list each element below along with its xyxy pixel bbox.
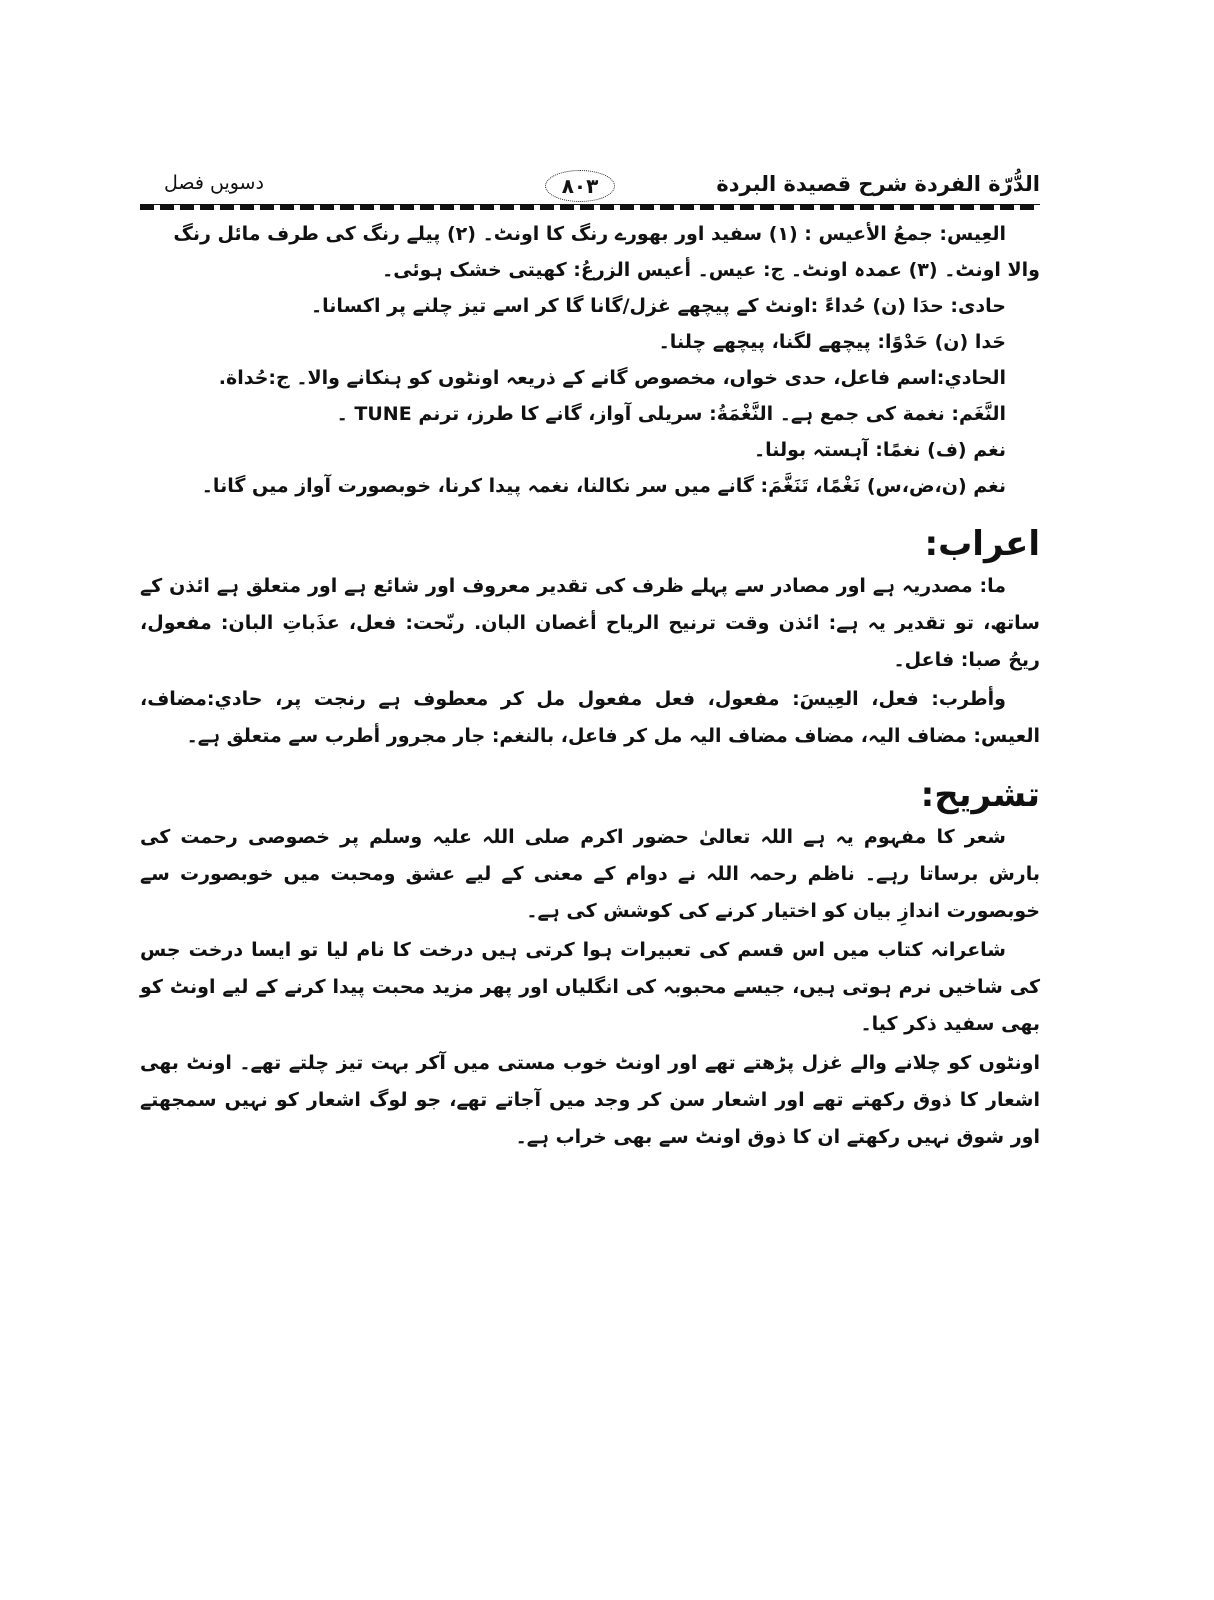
vocab-entry: نغم (ن،ض،س) نَغْمًا، تَنَغَّمَ: گانے میں سر نکالنا، نغمہ پیدا کرنا، خوبصورت آواز میں گانا۔	[201, 475, 1006, 497]
tashreeh-paragraph: اونٹوں کو چلانے والے غزل پڑھتے تھے اور اونٹ خوب مستی میں آکر بہت تیز چلتے تھے۔ اونٹ بھی اشعار کا ذوق رکھتے تھے اور اشعار سن کر وجد میں آجاتے تھے، جو لوگ اشعار کو نہیں سمجھتے اور شوق نہیں رکھتے ان کا ذوق اونٹ سے بھی خراب ہے۔	[140, 1052, 1040, 1148]
irab-heading: اعراب:	[924, 524, 1040, 564]
document-page	[140, 168, 1040, 1156]
running-header	[140, 168, 1040, 202]
tashreeh-heading: تشریح:	[920, 775, 1040, 815]
vocab-entry: الحادي:اسم فاعل، حدی خواں، مخصوص گانے کے ذریعہ اونٹوں کو ہنکانے والا۔ ج:حُداة.	[218, 367, 1006, 389]
vocab-entry: نغم (ف) نغمًا: آہستہ بولنا۔	[753, 439, 1006, 461]
header-divider	[140, 204, 1040, 210]
irab-section	[140, 568, 1040, 755]
vocab-entry: والا اونٹ۔ (۳) عمدہ اونٹ۔ ج: عیس۔ أعیس الزرعُ: کھیتی خشک ہوئی۔	[382, 259, 1040, 281]
vocabulary-section	[140, 216, 1040, 504]
vocab-entry: النَّغَم: نغمة کی جمع ہے۔ النَّغْمَةُ: سریلی آواز، گانے کا طرز، ترنم TUNE ۔	[336, 403, 1006, 425]
vocab-entry: حادی: حدَا (ن) حُداءً :اونٹ کے پیچھے غزل/گانا گا کر اسے تیز چلنے پر اکسانا۔	[311, 295, 1006, 317]
vocab-entry: العِيس: جمعُ الأعيس : (۱) سفید اور بھورے رنگ کا اونٹ۔ (۲) پیلے رنگ کی طرف مائل رنگ	[173, 223, 1006, 245]
page-number: ٨٠٣	[545, 170, 615, 202]
tashreeh-paragraph: شعر کا مفہوم یہ ہے اللہ تعالیٰ حضور اکرم صلی اللہ علیہ وسلم پر خصوصی رحمت کی بارش برساتا رہے۔ ناظم رحمہ اللہ نے دوام کے معنی کے لیے عشق ومحبت میں خوبصورت سے خوبصورت اندازِ بیان کو اختیار کرنے کی کوشش کی ہے۔	[140, 826, 1040, 922]
vocab-entry: حَدا (ن) حَدْوًا: پیچھے لگنا، پیچھے چلنا۔	[658, 331, 1006, 353]
tashreeh-section	[140, 819, 1040, 1156]
book-title: الدُّرّة الفردة شرح قصيدة البردة	[716, 172, 1040, 196]
tashreeh-paragraph: شاعرانہ کتاب میں اس قسم کی تعبیرات ہوا کرتی ہیں درخت کا نام لیا تو ایسا درخت جس کی شاخیں نرم ہوتی ہیں، جیسے محبوبہ کی انگلیاں اور پھر مزید محبت پیدا کرنے کے لیے اونٹ کو بھی سفید ذکر کیا۔	[140, 939, 1040, 1035]
irab-paragraph: وأطرب: فعل، العِیسَ: مفعول، فعل مفعول مل کر معطوف ہے رنجت پر، حادي:مضاف، العیس: مضاف الیہ، مضاف مضاف الیہ مل کر فاعل، بالنغم: جار مجرور أطرب سے متعلق ہے۔	[140, 688, 1040, 747]
irab-paragraph: ما: مصدریہ ہے اور مصادر سے پہلے ظرف کی تقدیر معروف اور شائع ہے اور متعلق ہے ائذن کے ساتھ، تو تقدیر یہ ہے: ائذن وقت ترنیح الریاح أغصان البان. رنّحت: فعل، عذَباتِ البان: مفعول، ریحُ صبا: فاعل۔	[140, 575, 1040, 671]
chapter-name: دسویں فصل	[164, 172, 264, 194]
